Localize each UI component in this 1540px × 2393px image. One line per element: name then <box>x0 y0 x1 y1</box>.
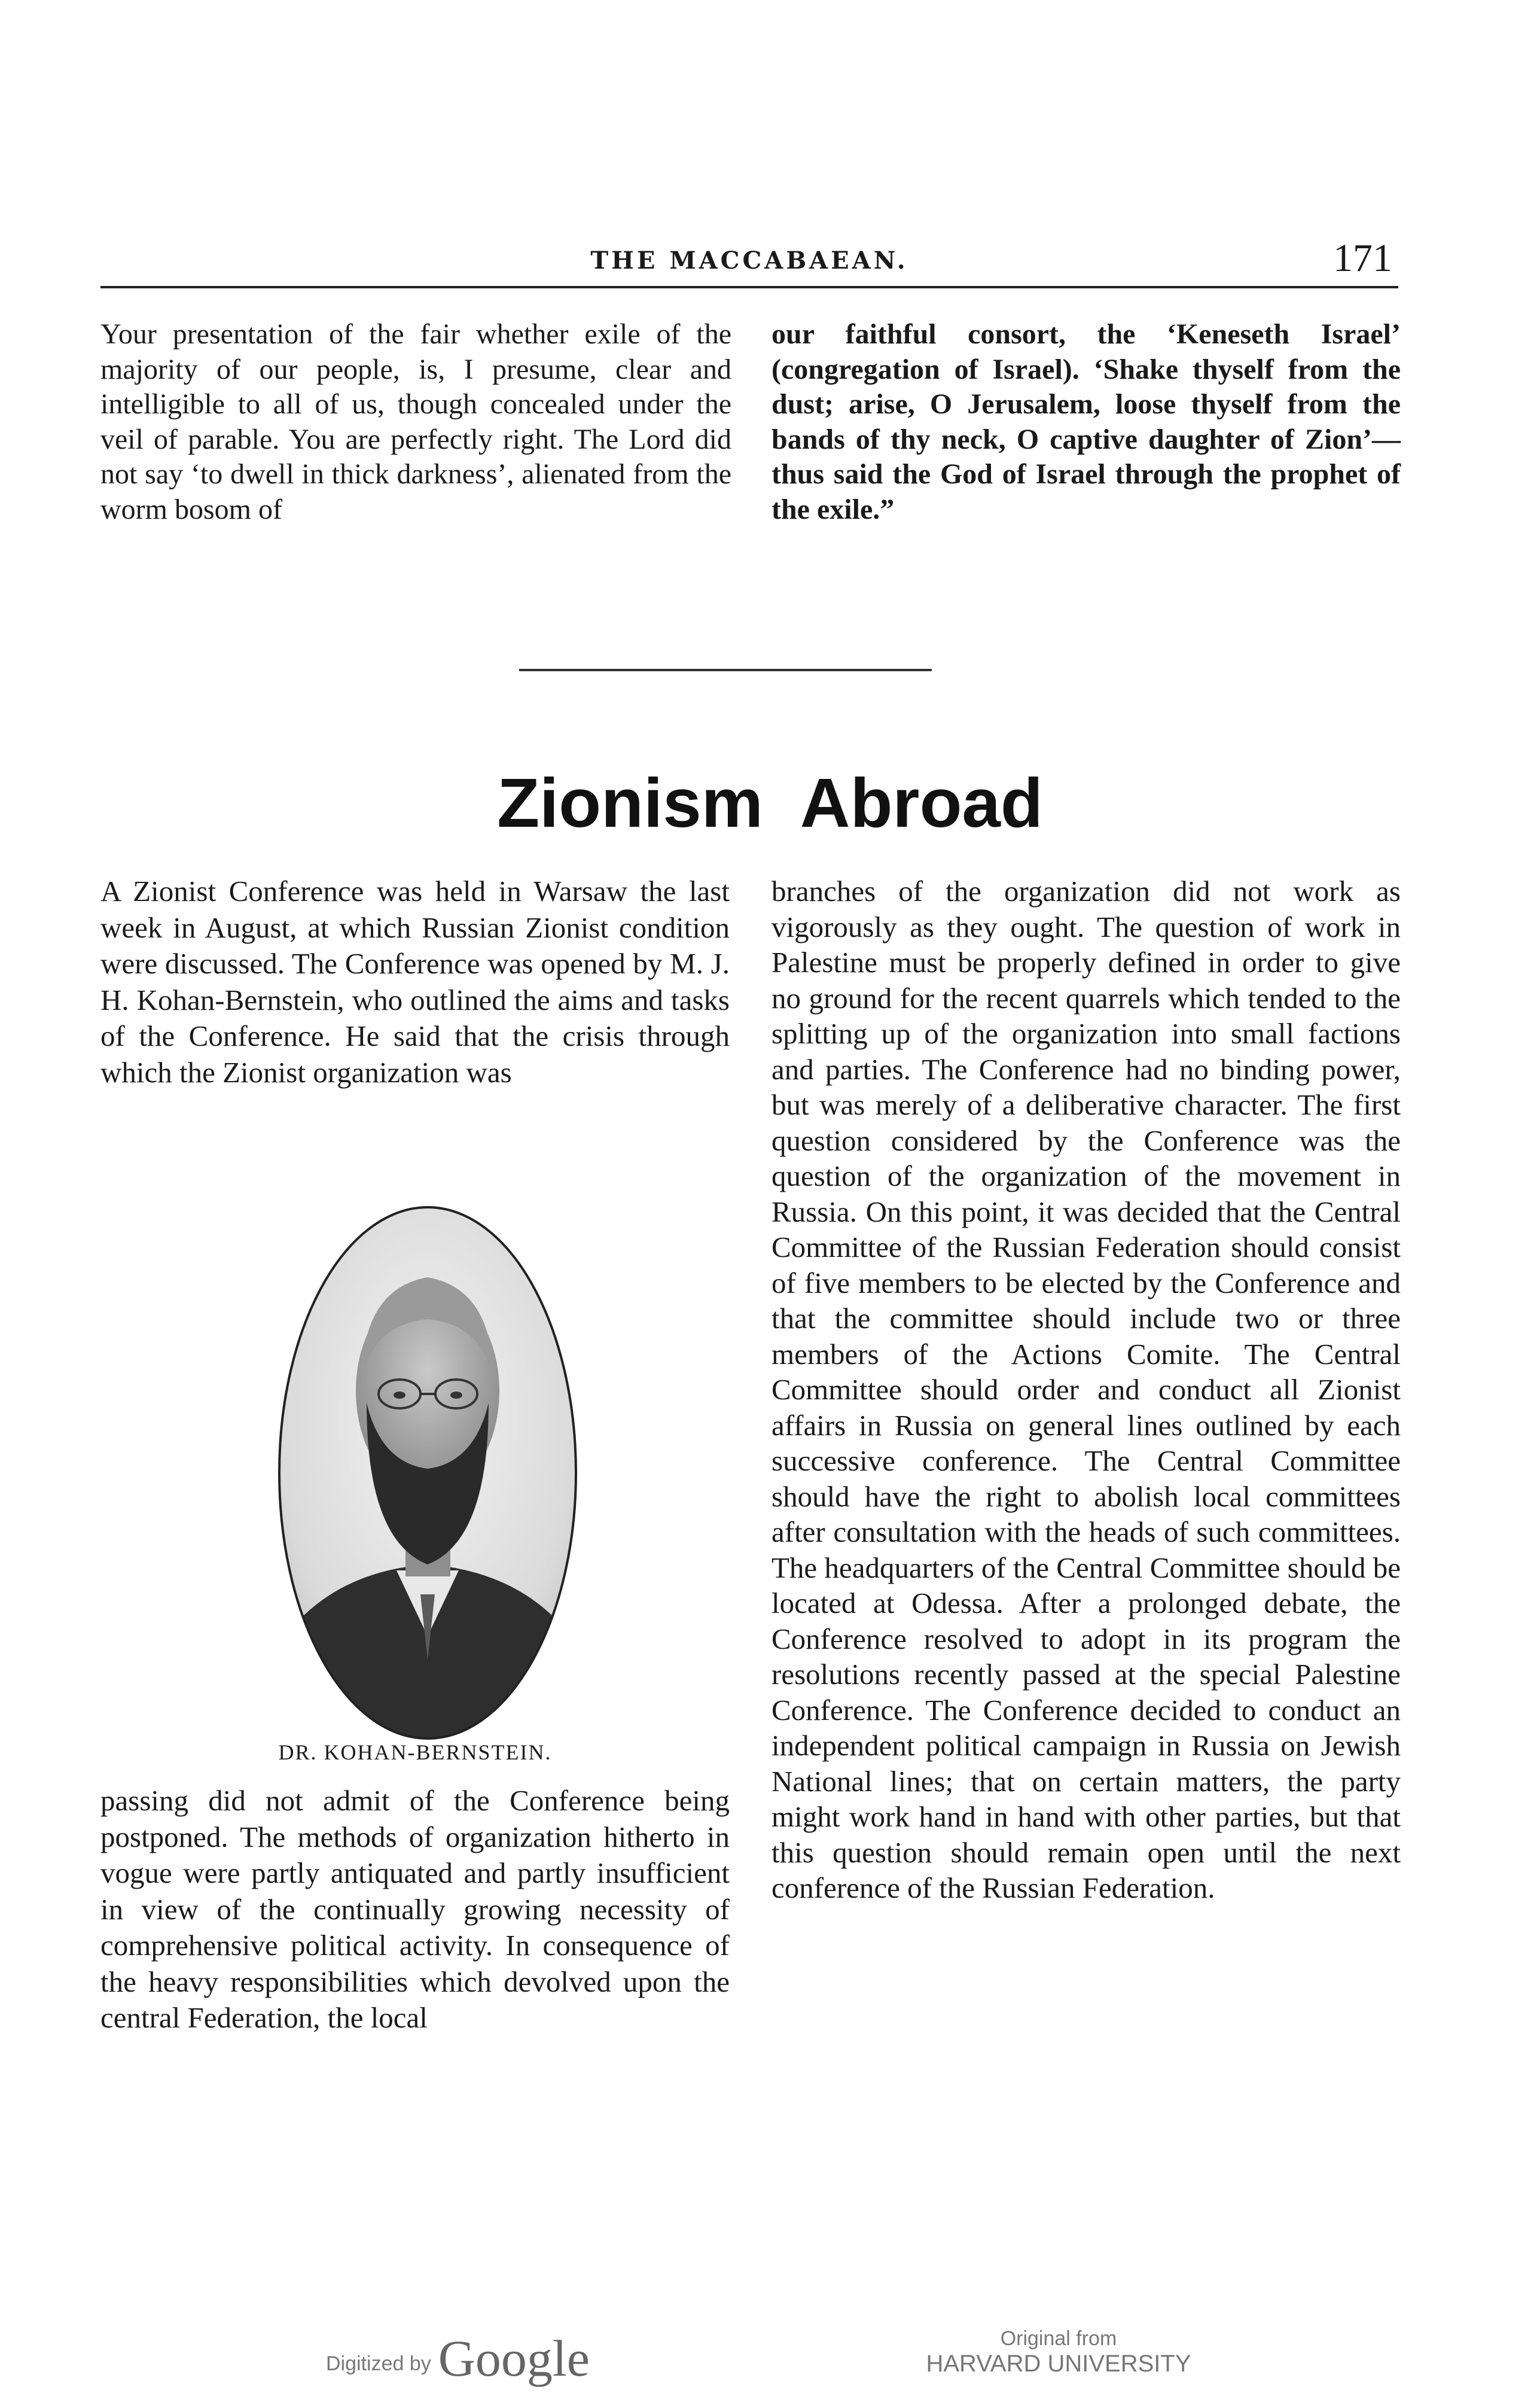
article-left-continued <box>100 1783 730 2036</box>
institution-name: HARVARD UNIVERSITY <box>926 2351 1191 2377</box>
section-divider <box>519 669 932 671</box>
digitized-brand: Google <box>438 2330 590 2387</box>
portrait-caption: DR. KOHAN-BERNSTEIN. <box>278 1740 552 1764</box>
page-number: 171 <box>1333 236 1392 280</box>
continued-paragraph-right: our faithful consort, the ‘Keneseth Israel’ (congregation of Israel). ‘Shake thyself from the dust; arise, O Jerusalem, loose thyself from the bands of thy neck, O captive daughter of Zion’—thus said the God of Israel through the prophet of the exile.” <box>771 318 1401 525</box>
page-header <box>100 236 1398 288</box>
article-right-column <box>771 873 1401 1906</box>
running-title: THE MACCABAEAN. <box>590 246 908 275</box>
article-intro-paragraph: A Zionist Conference was held in Warsaw the last week in August, at which Russian Zionist condition were discussed. The Conference was opened by M. J. H. Kohan-Bernstein, who outlined the aims and tasks of the Conference. He said that the crisis through which the Zionist organization was <box>100 875 730 1089</box>
original-from-label: Original from <box>1000 2327 1117 2350</box>
article-left-intro <box>100 873 730 1091</box>
article-title: Zionism Abroad <box>497 764 1043 842</box>
digitized-prefix: Digitized by <box>326 2352 431 2375</box>
portrait-photo-svg <box>277 1205 579 1741</box>
continued-paragraph-left: Your presentation of the fair whether exile of the majority of our people, is, I presume, clear and intelligible to all of us, though concealed under the veil of parable. You are perfectly right. The Lord did not say ‘to dwell in thick darkness’, alienated from the worm bosom of <box>100 318 731 525</box>
article-right-paragraph: branches of the organization did not work as vigorously as they ought. The question of work in Palestine must be properly defined in order to give no ground for the recent quarrels which tended to the splitting up of the organization into small factions and parties. The Conference had no binding power, but was merely of a deliberative character. The first question considered by the Conference was the question of the organization of the movement in Russia. On this point, it was decided that the Central Committee of the Russian Federation should consist of five members to be elected by the Conference and that the committee should include two or three members of the Actions Comite. The Central Committee should order and conduct all Zionist affairs in Russia on general lines outlined by each successive conference. The Central Committee should have the right to abolish local committees after consultation with the heads of such committees. The headquarters of the Central Committee should be located at Odessa. After a prolonged debate, the Conference resolved to adopt in its program the resolutions recently passed at the special Palestine Conference. The Conference decided to conduct an independent political campaign in Russia on Jewish National lines; that on certain matters, the party might work hand in hand with other parties, but that this question should remain open until the next conference of the Russian Federation. <box>771 875 1401 1904</box>
original-from-mark <box>915 2327 1202 2377</box>
digitized-by-mark <box>326 2330 590 2387</box>
portrait-photo-icon <box>277 1205 579 1741</box>
continued-text-right-column <box>771 317 1401 527</box>
article-continued-paragraph: passing did not admit of the Conference being postponed. The methods of organization hitherto in vogue were partly antiquated and partly insufficient in view of the continually growing necessity of comprehensive political activity. In consequence of the heavy responsibilities which devolved upon the central Federation, the local <box>100 1784 730 2034</box>
continued-text-left-column <box>100 317 731 527</box>
